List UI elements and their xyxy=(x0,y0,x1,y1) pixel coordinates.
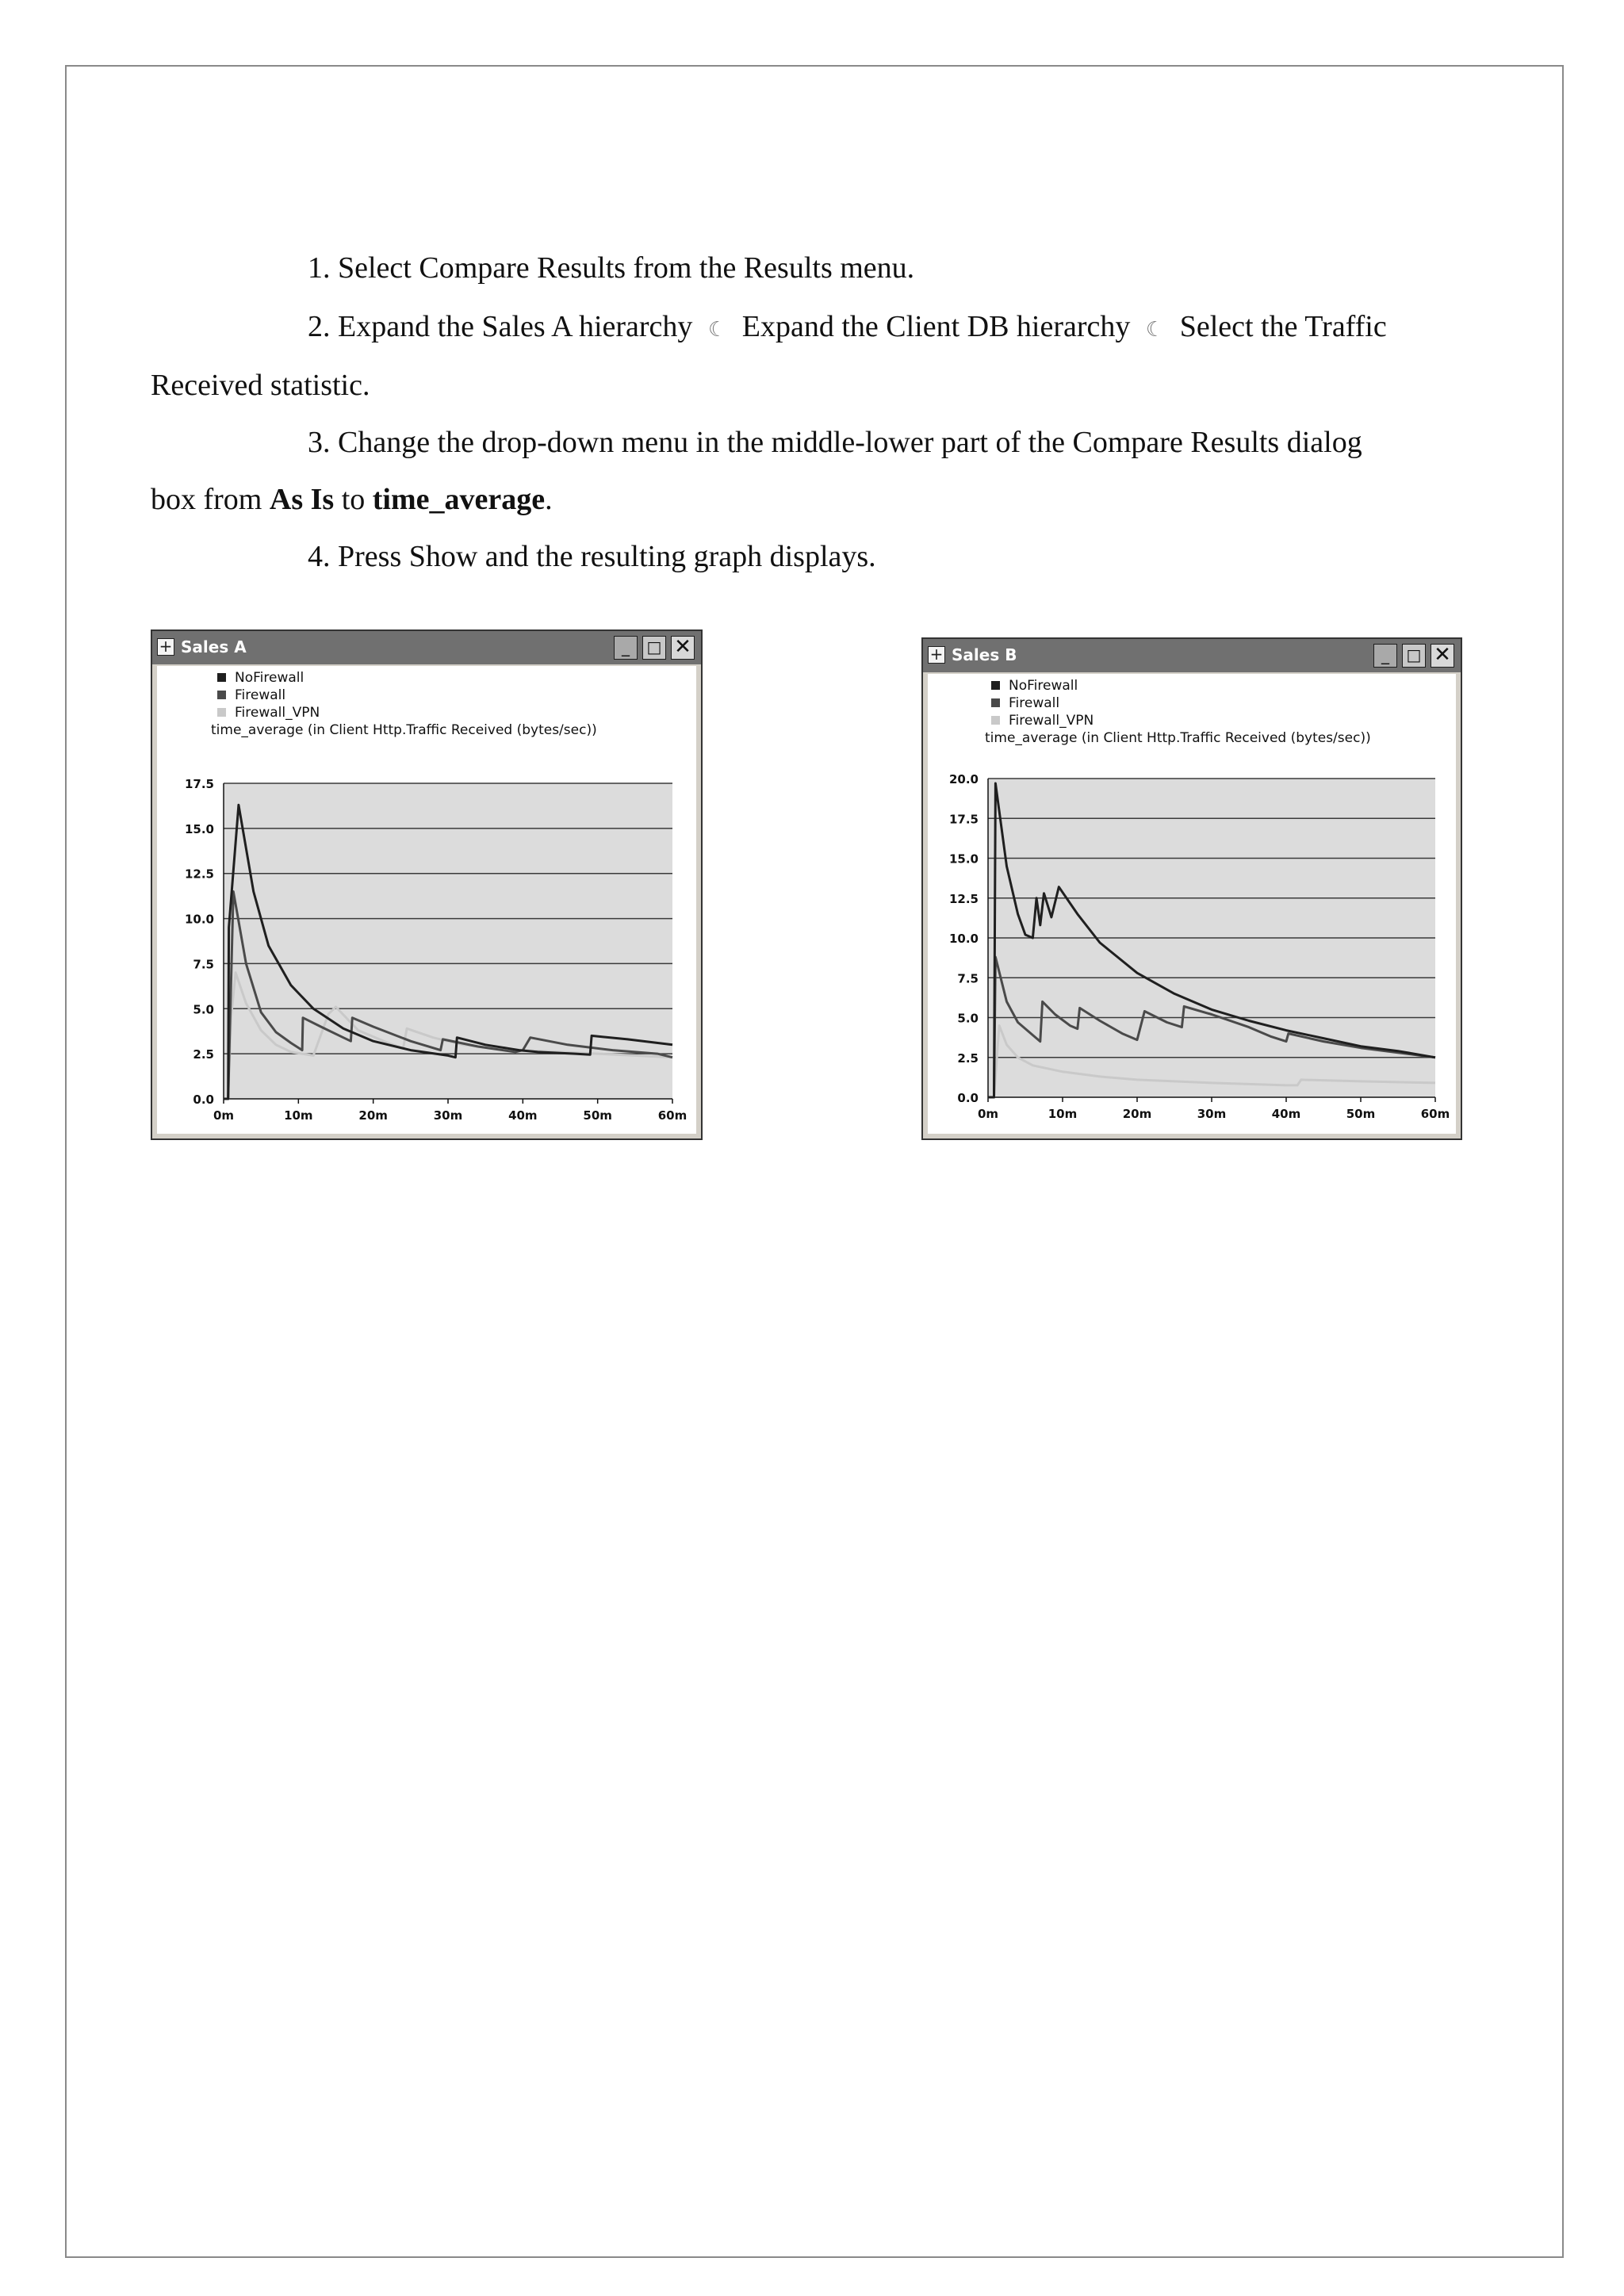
y-tick-label: 2.5 xyxy=(193,1047,214,1062)
y-tick-label: 20.0 xyxy=(948,772,979,786)
chart-sales-b xyxy=(928,674,1459,1137)
y-tick-label: 12.5 xyxy=(184,867,214,882)
y-tick-label: 2.5 xyxy=(957,1050,979,1066)
step-2-continuation: Received statistic. xyxy=(151,369,370,402)
y-tick-label: 15.0 xyxy=(948,851,979,867)
step-4 xyxy=(308,539,876,574)
step-1 xyxy=(308,251,914,285)
chart-title: time_average (in Client Http.Traffic Received (bytes/sec)) xyxy=(985,730,1371,746)
x-tick-label: 20m xyxy=(1122,1107,1152,1121)
step-1-text: 1. Select Compare Results from the Results menu. xyxy=(308,251,915,285)
legend-item-firewall-vpn: Firewall_VPN xyxy=(216,704,597,721)
y-tick-label: 0.0 xyxy=(957,1091,979,1105)
y-tick-label: 5.0 xyxy=(193,1002,214,1017)
minimize-button[interactable]: _ xyxy=(1373,644,1397,668)
x-tick-label: 60m xyxy=(657,1108,688,1123)
legend-item-firewall-vpn: Firewall_VPN xyxy=(990,712,1371,729)
x-tick-label: 10m xyxy=(284,1108,313,1123)
step-2-part-1: 2. Expand the Sales A hierarchy xyxy=(308,310,693,343)
y-tick-label: 17.5 xyxy=(948,812,979,827)
step-2-part-2: Expand the Client DB hierarchy xyxy=(741,310,1131,343)
window-restore-icon[interactable]: + xyxy=(157,638,174,656)
legend-item-nofirewall: NoFirewall xyxy=(990,677,1371,695)
chart-sales-a xyxy=(157,666,699,1137)
step-3-suffix: . xyxy=(545,483,553,516)
x-tick-label: 60m xyxy=(1420,1107,1450,1121)
graph-panel xyxy=(157,666,696,1134)
option-as-is: As Is xyxy=(269,483,335,516)
step-4-text: 4. Press Show and the resulting graph displays. xyxy=(308,540,876,573)
window-title: Sales A xyxy=(181,637,247,656)
step-3-line-2 xyxy=(151,482,553,517)
x-tick-label: 50m xyxy=(1346,1107,1376,1121)
close-button[interactable]: ✕ xyxy=(671,636,695,660)
x-tick-label: 20m xyxy=(358,1108,388,1123)
title-bar[interactable] xyxy=(152,631,701,664)
step-3 xyxy=(308,425,1362,460)
graph-panel xyxy=(928,674,1456,1134)
step-2 xyxy=(308,309,1387,344)
option-time-average: time_average xyxy=(372,483,546,516)
y-tick-label: 5.0 xyxy=(957,1011,979,1026)
window-title: Sales B xyxy=(952,645,1017,664)
step-2-line-2 xyxy=(151,368,370,403)
x-tick-label: 40m xyxy=(1271,1107,1301,1121)
step-3-text: 3. Change the drop-down menu in the middle-lower part of the Compare Results dialog xyxy=(308,426,1362,459)
x-tick-label: 0m xyxy=(213,1108,235,1123)
window-restore-icon[interactable]: + xyxy=(928,646,945,664)
close-button[interactable]: ✕ xyxy=(1431,644,1454,668)
y-tick-label: 10.0 xyxy=(948,932,979,946)
y-tick-label: 17.5 xyxy=(184,777,214,791)
x-tick-label: 0m xyxy=(977,1107,999,1121)
minimize-button[interactable]: _ xyxy=(614,636,638,660)
step-3-prefix: box from xyxy=(151,483,270,516)
x-tick-label: 30m xyxy=(1197,1107,1227,1121)
y-tick-label: 10.0 xyxy=(184,912,214,927)
submenu-arrow-icon: ☾ xyxy=(1145,318,1165,342)
y-tick-label: 7.5 xyxy=(957,971,979,986)
graph-window-sales-b[interactable] xyxy=(921,637,1462,1140)
y-tick-label: 12.5 xyxy=(948,891,979,906)
x-tick-label: 30m xyxy=(433,1108,463,1123)
legend-item-firewall: Firewall xyxy=(990,695,1371,712)
maximize-button[interactable]: □ xyxy=(1402,644,1426,668)
y-tick-label: 7.5 xyxy=(193,957,214,972)
y-tick-label: 0.0 xyxy=(193,1093,214,1107)
maximize-button[interactable]: □ xyxy=(642,636,666,660)
step-2-part-3: Select the Traffic xyxy=(1179,310,1387,343)
x-tick-label: 40m xyxy=(508,1108,538,1123)
submenu-arrow-icon: ☾ xyxy=(707,318,727,342)
legend-item-nofirewall: NoFirewall xyxy=(216,669,597,687)
y-tick-label: 15.0 xyxy=(184,821,214,836)
graph-window-sales-a[interactable] xyxy=(151,629,703,1140)
x-tick-label: 50m xyxy=(583,1108,612,1123)
legend-item-firewall: Firewall xyxy=(216,687,597,704)
x-tick-label: 10m xyxy=(1048,1107,1078,1121)
title-bar[interactable] xyxy=(923,639,1461,672)
step-3-mid: to xyxy=(334,483,373,516)
chart-title: time_average (in Client Http.Traffic Received (bytes/sec)) xyxy=(211,722,597,738)
